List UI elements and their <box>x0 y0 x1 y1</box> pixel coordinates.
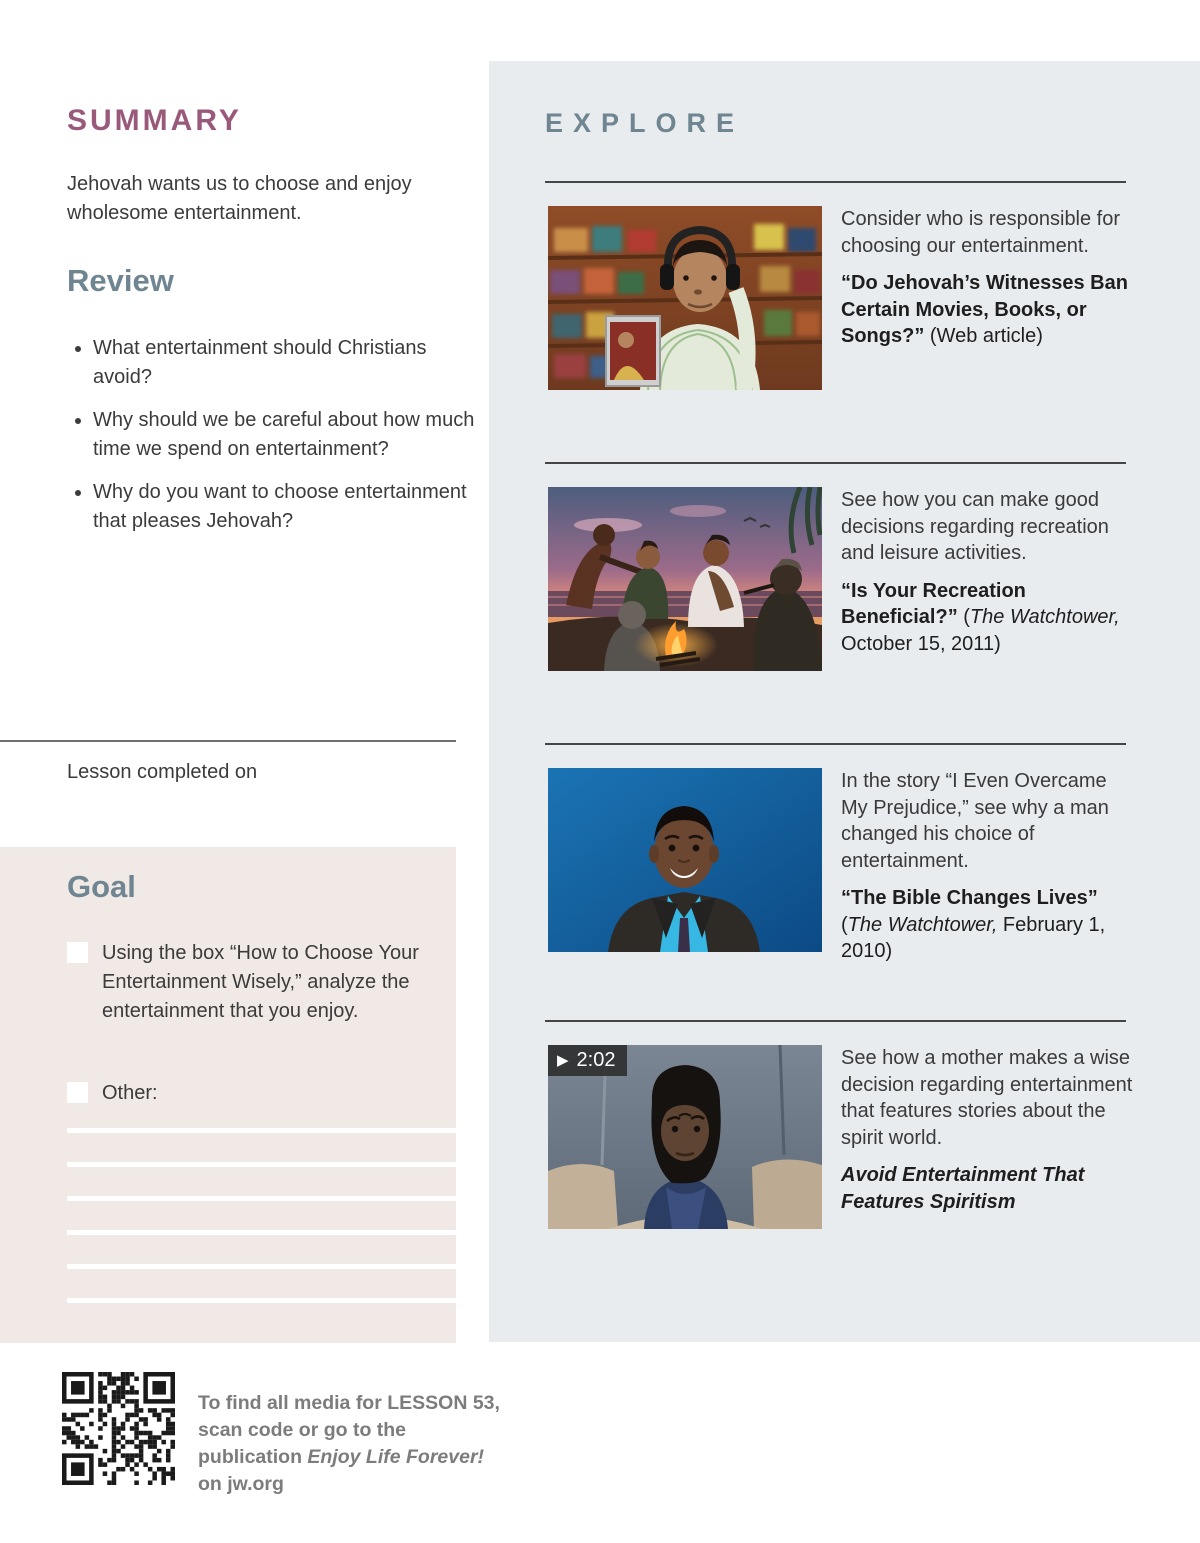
divider <box>545 743 1126 745</box>
explore-item-text <box>841 768 1133 965</box>
explore-video-thumbnail[interactable] <box>548 1045 822 1229</box>
review-bullet: • What entertainment should Christians avoid? <box>93 334 478 392</box>
explore-description: Consider who is responsible for choosing our entertainment. <box>841 208 1121 257</box>
review-heading: Review <box>67 263 174 298</box>
goal-heading: Goal <box>67 869 136 904</box>
writing-line <box>67 1128 456 1133</box>
summary-text: Jehovah wants us to choose and enjoy wholesome entertainment. <box>67 173 412 224</box>
explore-reference-link[interactable]: Avoid Entertainment That Features Spiritism <box>841 1164 1085 1213</box>
review-bullet: • Why should we be careful about how much time we spend on entertainment? <box>93 406 478 464</box>
play-icon: ▶ <box>557 1052 569 1069</box>
review-bullet: • Why do you want to choose entertainment that pleases Jehovah? <box>93 478 478 536</box>
explore-reference-link[interactable]: “The Bible Changes Lives” (The Watchtower, February 1, 2010) <box>841 887 1106 962</box>
publication-title: Enjoy Life Forever! <box>307 1446 485 1468</box>
explore-thumbnail-portrait[interactable] <box>548 768 822 952</box>
qr-code <box>62 1372 175 1485</box>
goal-checkbox[interactable] <box>67 942 88 963</box>
explore-item <box>548 1045 1188 1229</box>
qr-caption <box>198 1390 503 1498</box>
writing-line <box>67 1230 456 1235</box>
smiling-man-illustration <box>548 768 822 952</box>
goal-item-label: Other: <box>102 1082 158 1104</box>
divider <box>545 181 1126 183</box>
writing-line <box>67 1196 456 1201</box>
writing-line <box>67 1162 456 1167</box>
explore-panel <box>489 61 1200 1342</box>
explore-heading: EXPLORE <box>545 108 745 138</box>
review-list <box>67 334 478 550</box>
divider <box>545 1020 1126 1022</box>
goal-checkbox[interactable] <box>67 1082 88 1103</box>
music-store-illustration <box>548 206 822 390</box>
goal-box <box>0 847 456 1343</box>
explore-item <box>548 206 1188 390</box>
explore-reference-link[interactable]: “Is Your Recreation Beneficial?” (The Watchtower, October 15, 2011) <box>841 579 1120 655</box>
goal-item <box>67 939 427 1026</box>
campfire-illustration <box>548 487 822 671</box>
goal-writing-lines <box>67 1128 456 1332</box>
qr-caption-suffix: on jw.org <box>198 1473 284 1495</box>
explore-description: In the story “I Even Overcame My Prejudice,” see why a man changed his choice of entertainment. <box>841 770 1109 872</box>
summary-heading: SUMMARY <box>67 104 242 137</box>
qr-caption-text: To find all media for LESSON 53, scan code or go to the publication <box>198 1392 500 1468</box>
explore-thumbnail-campfire[interactable] <box>548 487 822 671</box>
explore-description: See how you can make good decisions regarding recreation and leisure activities. <box>841 489 1109 564</box>
explore-reference-link[interactable]: “Do Jehovah’s Witnesses Ban Certain Movies, Books, or Songs?” (Web article) <box>841 272 1128 347</box>
explore-thumbnail-music-store[interactable] <box>548 206 822 390</box>
explore-description: See how a mother makes a wise decision regarding entertainment that features stories about the spirit world. <box>841 1047 1133 1149</box>
divider <box>0 740 456 742</box>
lesson-completed-label: Lesson completed on <box>67 761 258 783</box>
divider <box>545 462 1126 464</box>
explore-item <box>548 768 1188 965</box>
explore-item-text <box>841 487 1133 671</box>
video-duration: 2:02 <box>576 1049 616 1071</box>
explore-item-text <box>841 1045 1133 1229</box>
writing-line <box>67 1298 456 1303</box>
video-duration-badge <box>548 1045 627 1076</box>
explore-item <box>548 487 1188 671</box>
explore-item-text <box>841 206 1133 390</box>
writing-line <box>67 1264 456 1269</box>
goal-item-label: Using the box “How to Choose Your Entertainment Wisely,” analyze the entertainment that you enjoy. <box>102 942 419 1022</box>
goal-item <box>67 1079 427 1108</box>
